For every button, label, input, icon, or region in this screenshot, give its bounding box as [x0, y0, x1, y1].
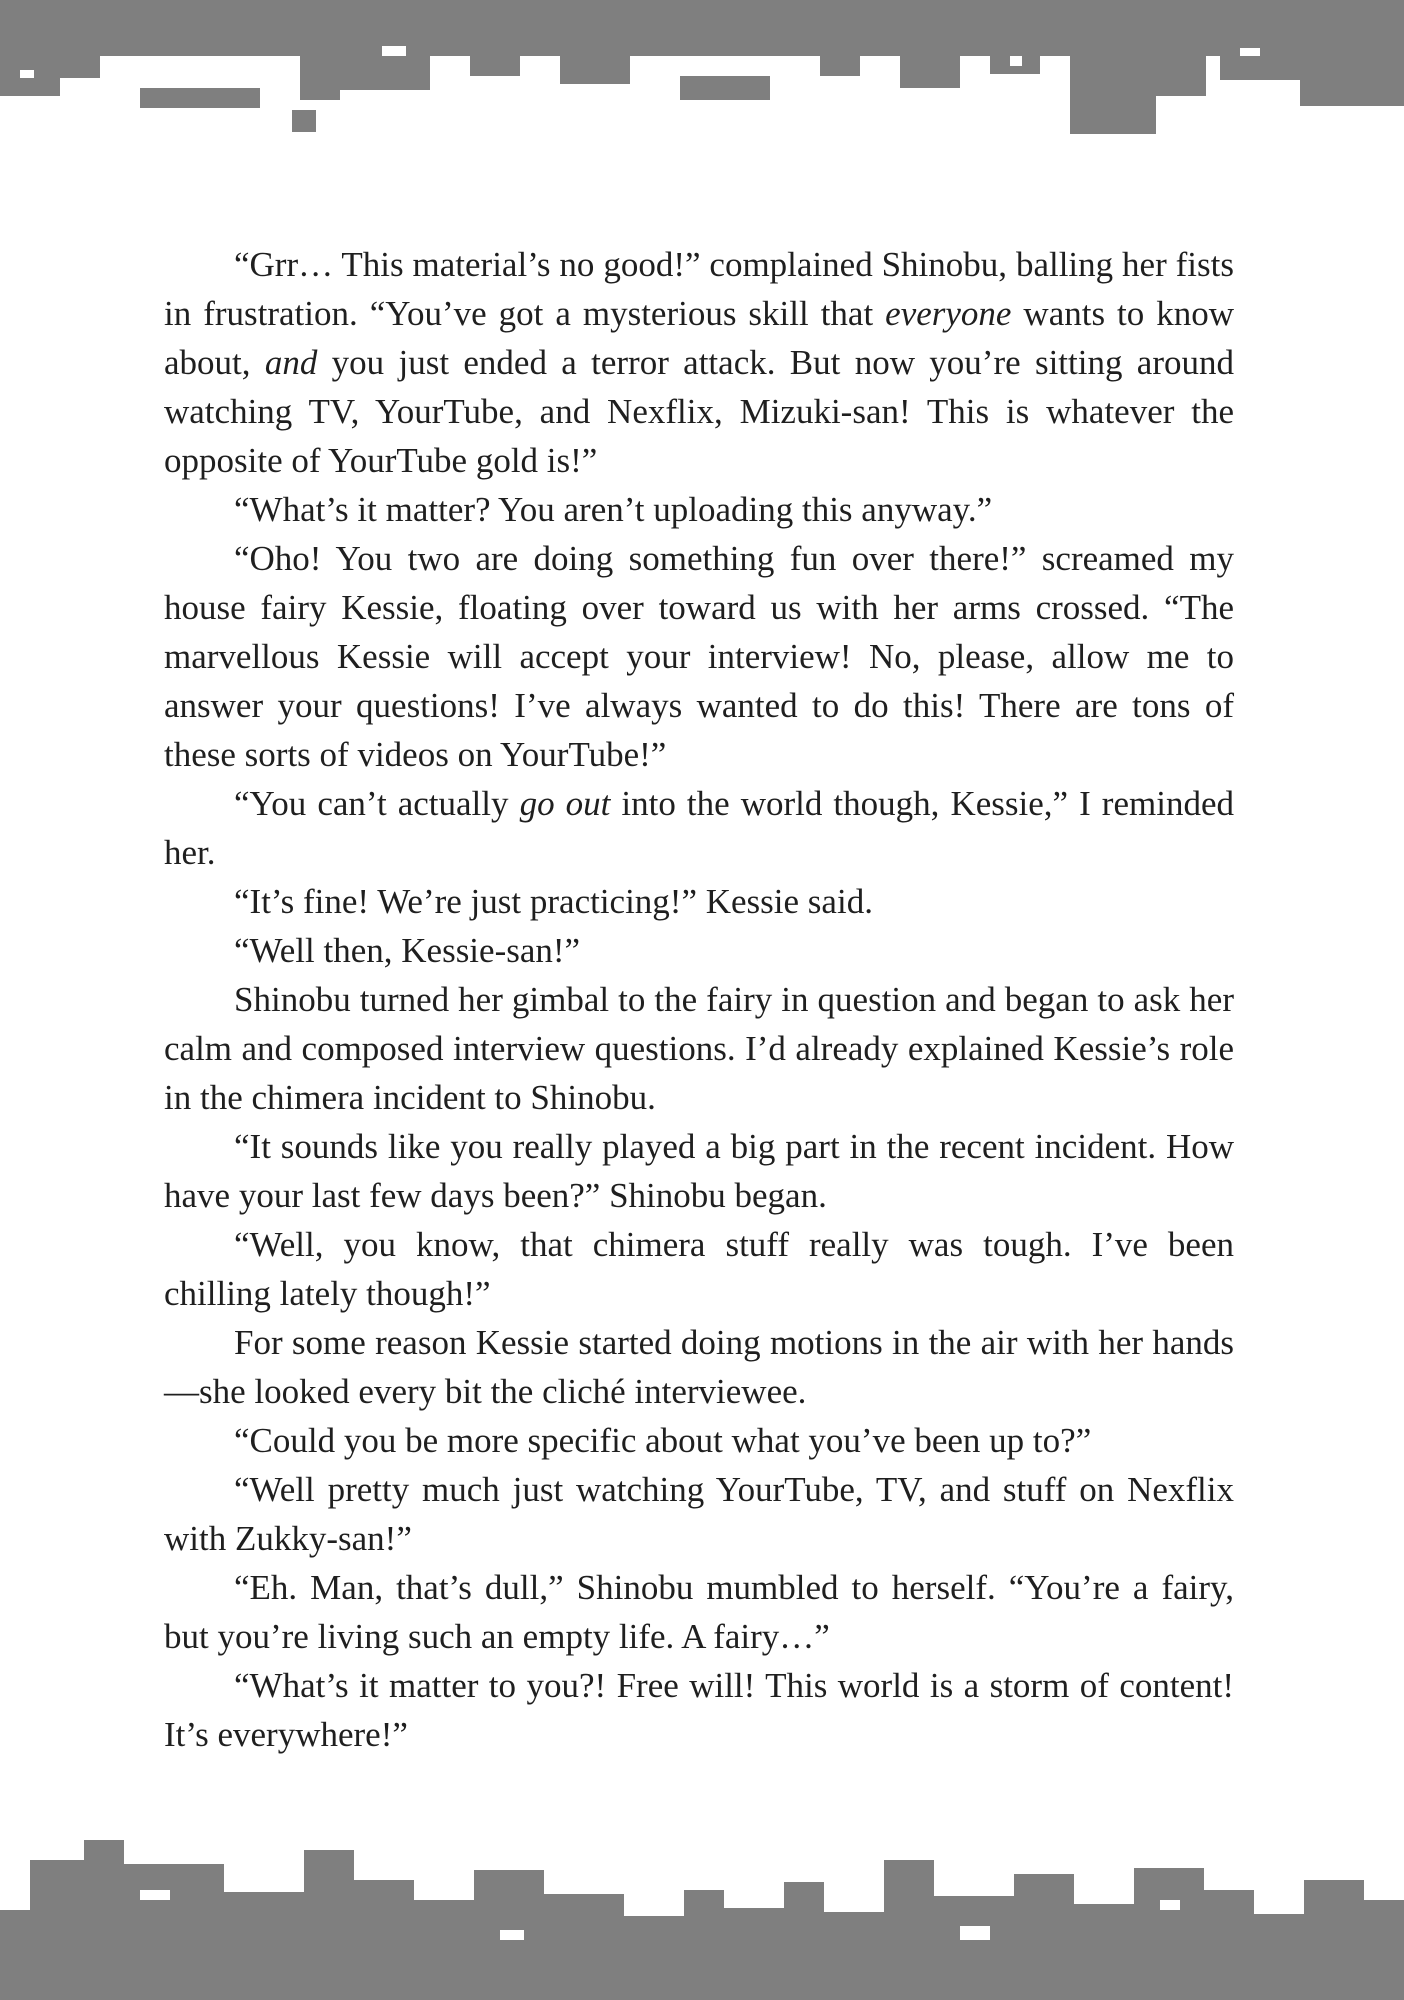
paragraph: Shinobu turned her gimbal to the fairy in question and began to ask her calm and composed interview questions. I’d already explained Kessie’s role in the chimera incident to Shinobu. — [164, 980, 1234, 1117]
paragraph: “Oho! You two are doing something fun over there!” screamed my house fairy Kessie, floating over toward us with her arms crossed. “The marvellous Kessie will accept your interview! No, please, allow me to answer your questions! I’ve always wanted to do this! There are tons of these sorts of videos on YourTube!” — [164, 539, 1234, 774]
top-border-graphic — [0, 0, 1404, 160]
paragraph: For some reason Kessie started doing motions in the air with her hands—she looked every bit the cliché interviewee. — [164, 1323, 1234, 1411]
bottom-border-graphic — [0, 1830, 1404, 2000]
paragraph: “Well pretty much just watching YourTube, TV, and stuff on Nexflix with Zukky-san!” — [164, 1470, 1234, 1558]
paragraph: “Grr… This material’s no good!” complained Shinobu, balling her fists in frustration. “You’ve got a mysterious skill that everyone wants to know about, and you just ended a terror attack. But now you’re sitting around watching TV, YourTube, and Nexflix, Mizuki-san! This is whatever the opposite of YourTube gold is!” — [164, 245, 1235, 480]
paragraph: “What’s it matter to you?! Free will! This world is a storm of content! It’s everywhere!” — [164, 1666, 1234, 1754]
emphasis-text: go out — [519, 784, 611, 823]
paragraph: “It sounds like you really played a big part in the recent incident. How have your last few days been?” Shinobu began. — [164, 1127, 1234, 1215]
paragraph: “What’s it matter? You aren’t uploading this anyway.” — [234, 490, 993, 529]
paragraph: “Well, you know, that chimera stuff really was tough. I’ve been chilling lately though!” — [164, 1225, 1234, 1313]
paragraph: “Could you be more specific about what you’ve been up to?” — [234, 1421, 1092, 1460]
paragraph: “It’s fine! We’re just practicing!” Kessie said. — [234, 882, 873, 921]
paragraph: “Well then, Kessie-san!” — [234, 931, 581, 970]
emphasis-text: and — [264, 343, 318, 382]
paragraph: “Eh. Man, that’s dull,” Shinobu mumbled to herself. “You’re a fairy, but you’re living such an empty life. A fairy…” — [164, 1568, 1234, 1656]
top-pixel-border — [0, 0, 1404, 160]
bottom-pixel-border — [0, 1830, 1404, 2000]
page-text — [164, 240, 1234, 1759]
paragraph: “You can’t actually go out into the world though, Kessie,” I reminded her. — [164, 784, 1234, 872]
emphasis-text: everyone — [885, 294, 1012, 333]
